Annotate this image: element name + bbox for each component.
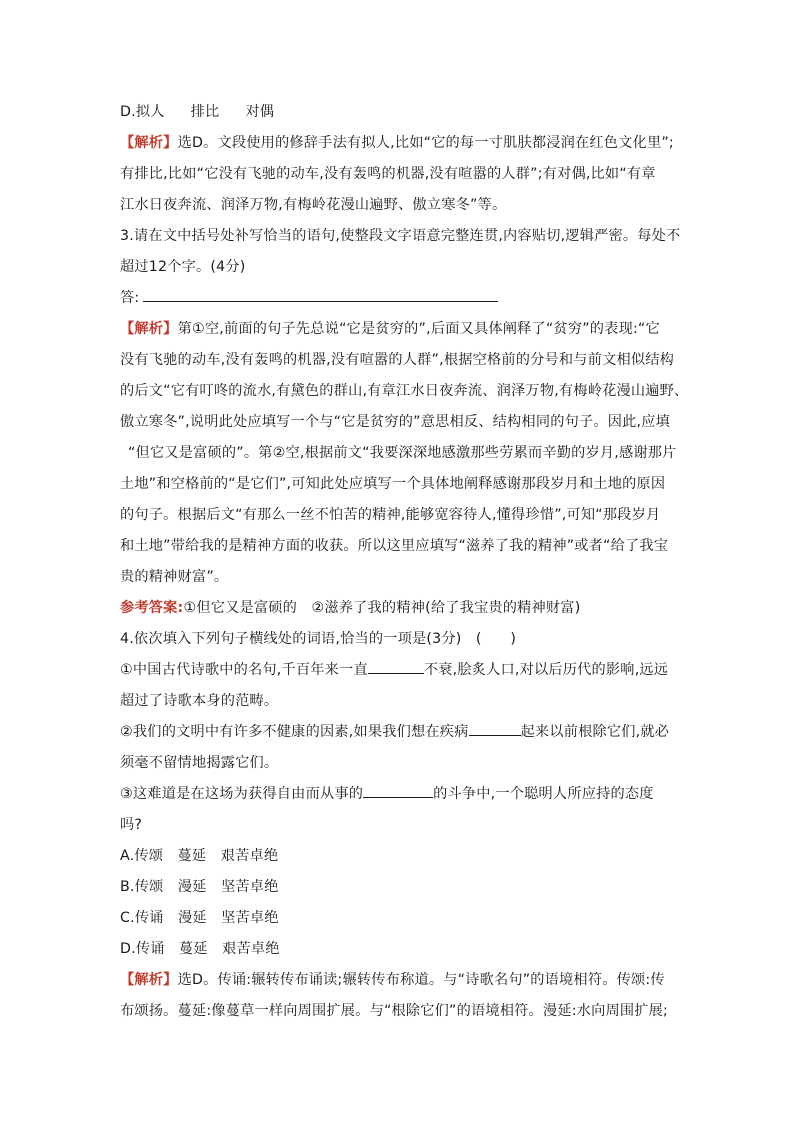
- text-line-content: 贵的精神财富”。: [120, 569, 229, 585]
- option-a[interactable]: [120, 841, 676, 872]
- reference-answer: [120, 593, 676, 624]
- text-line-content: 的后文“它有叮咚的流水,有黛色的群山,有章江水日夜奔流、润泽万物,有梅岭花漫山遍野、: [120, 383, 689, 399]
- sentence-3: [120, 779, 676, 810]
- reference-answer-label: 参考答案:: [120, 600, 184, 616]
- analysis-line: [120, 128, 676, 159]
- text-line-content: 3.请在文中括号处补写恰当的语句,使整段文字语意完整连贯,内容贴切,逻辑严密。每处不: [120, 228, 681, 244]
- text-line-content: 须毫不留情地揭露它们。: [120, 755, 279, 771]
- sentence-2-part-2: 起来以前根除它们,就必: [520, 724, 670, 740]
- text-line-content: “但它又是富硕的”。第②空,根据前文“我要深深地感激那些劳累而辛勤的岁月,感谢那片: [128, 445, 677, 461]
- analysis-text: 选D。文段使用的修辞手法有拟人,比如“它的每一寸肌肤都浸润在红色文化里”;: [177, 135, 674, 151]
- fill-blank-1[interactable]: [368, 659, 424, 674]
- text-line-content: 超过12个字。(4分): [120, 259, 246, 275]
- option-b[interactable]: [120, 872, 676, 903]
- reference-answer-text: ①但它又是富硕的 ②滋养了我的精神(给了我宝贵的精神财富): [183, 600, 581, 616]
- question-2-tail: [120, 97, 689, 1027]
- text-line-content: 和土地”带给我的是精神方面的收获。所以这里应填写“滋养了我的精神”或者“给了我宝: [120, 538, 669, 554]
- answer-label: 答:: [120, 290, 140, 306]
- text-line: [120, 190, 676, 221]
- analysis-text: 第①空,前面的句子先总说“它是贫穷的”,后面又具体阐释了“贫穷”的表现:“它: [177, 321, 660, 337]
- text-line: [120, 469, 676, 500]
- text-line: [120, 159, 676, 190]
- text-line-content: 4.依次填入下列句子横线处的词语,恰当的一项是(3分) ( ): [120, 631, 517, 647]
- question-3-prompt: [120, 221, 681, 252]
- option-d-text-3: 对偶: [245, 104, 275, 120]
- text-line: [120, 748, 676, 779]
- text-line: [120, 252, 676, 283]
- text-line-content: 布颂扬。蔓延:像蔓草一样向周围扩展。与“根除它们”的语境相符。漫延:水向周围扩展;: [120, 1003, 668, 1019]
- text-line: [120, 562, 676, 593]
- answer-line: [120, 283, 676, 314]
- sentence-1-part-1: ①中国古代诗歌中的名句,千百年来一直: [120, 662, 368, 678]
- analysis-marker: 【解析】: [120, 135, 178, 151]
- sentence-2-part-1: ②我们的文明中有许多不健康的因素,如果我们想在疾病: [120, 724, 469, 740]
- text-line-content: 傲立寒冬”,说明此处应填写一个与“它是贫穷的”意思相反、结构相同的句子。因此,应填: [120, 414, 671, 430]
- text-line: [120, 810, 676, 841]
- sentence-1-part-2: 不衰,脍炙人口,对以后历代的影响,远远: [423, 662, 669, 678]
- option-d-text-2: 排比: [190, 104, 220, 120]
- text-line-content: 没有飞驰的动车,没有轰鸣的机器,没有喧嚣的人群”,根据空格前的分号和与前文相似结构: [120, 352, 675, 368]
- analysis-marker: 【解析】: [120, 972, 178, 988]
- text-line-content: 土地”和空格前的“是它们”,可知此处应填写一个具体地阐释感谢那段岁月和土地的原因: [120, 476, 666, 492]
- fill-blank-3[interactable]: [363, 783, 433, 798]
- option-b-text: B.传颂 漫延 坚苦卓绝: [120, 879, 279, 895]
- text-line: [120, 996, 676, 1027]
- question-4-prompt: [120, 624, 676, 655]
- text-line: [120, 345, 676, 376]
- analysis-marker: 【解析】: [120, 321, 178, 337]
- text-line: [120, 438, 676, 469]
- analysis-line: [120, 314, 676, 345]
- sentence-3-part-2: 的斗争中,一个聪明人所应持的态度: [433, 786, 654, 802]
- sentence-1: [120, 655, 676, 686]
- text-line: [120, 500, 676, 531]
- text-line-content: 有排比,比如“它没有飞驰的动车,没有轰鸣的机器,没有喧嚣的人群”;有对偶,比如“有章: [120, 166, 656, 182]
- text-line-content: 吗?: [120, 817, 143, 833]
- option-d[interactable]: [120, 934, 676, 965]
- text-line-content: 江水日夜奔流、润泽万物,有梅岭花漫山遍野、傲立寒冬”等。: [120, 197, 507, 213]
- option-a-text: A.传颂 蔓延 艰苦卓绝: [120, 848, 279, 864]
- fill-blank-2[interactable]: [469, 721, 521, 736]
- option-c-text: C.传诵 漫延 坚苦卓绝: [120, 910, 279, 926]
- analysis-line: [120, 965, 676, 996]
- option-c[interactable]: [120, 903, 676, 934]
- text-line-content: 超过了诗歌本身的范畴。: [120, 693, 279, 709]
- text-line: [120, 686, 676, 717]
- option-d-text: D.拟人: [120, 104, 165, 120]
- answer-blank[interactable]: [143, 287, 498, 302]
- sentence-3-part-1: ③这难道是在这场为获得自由而从事的: [120, 786, 364, 802]
- option-d-text: D.传诵 蔓延 艰苦卓绝: [120, 941, 280, 957]
- text-line: [120, 376, 689, 407]
- text-line: [120, 407, 676, 438]
- analysis-text: 选D。传诵:辗转传布诵读;辗转传布称道。与“诗歌名句”的语境相符。传颂:传: [177, 972, 665, 988]
- option-d-line: [120, 97, 676, 128]
- text-line: [120, 531, 676, 562]
- text-line-content: 的句子。根据后文“有那么一丝不怕苦的精神,能够宽容待人,懂得珍惜”,可知“那段岁月: [120, 507, 661, 523]
- sentence-2: [120, 717, 676, 748]
